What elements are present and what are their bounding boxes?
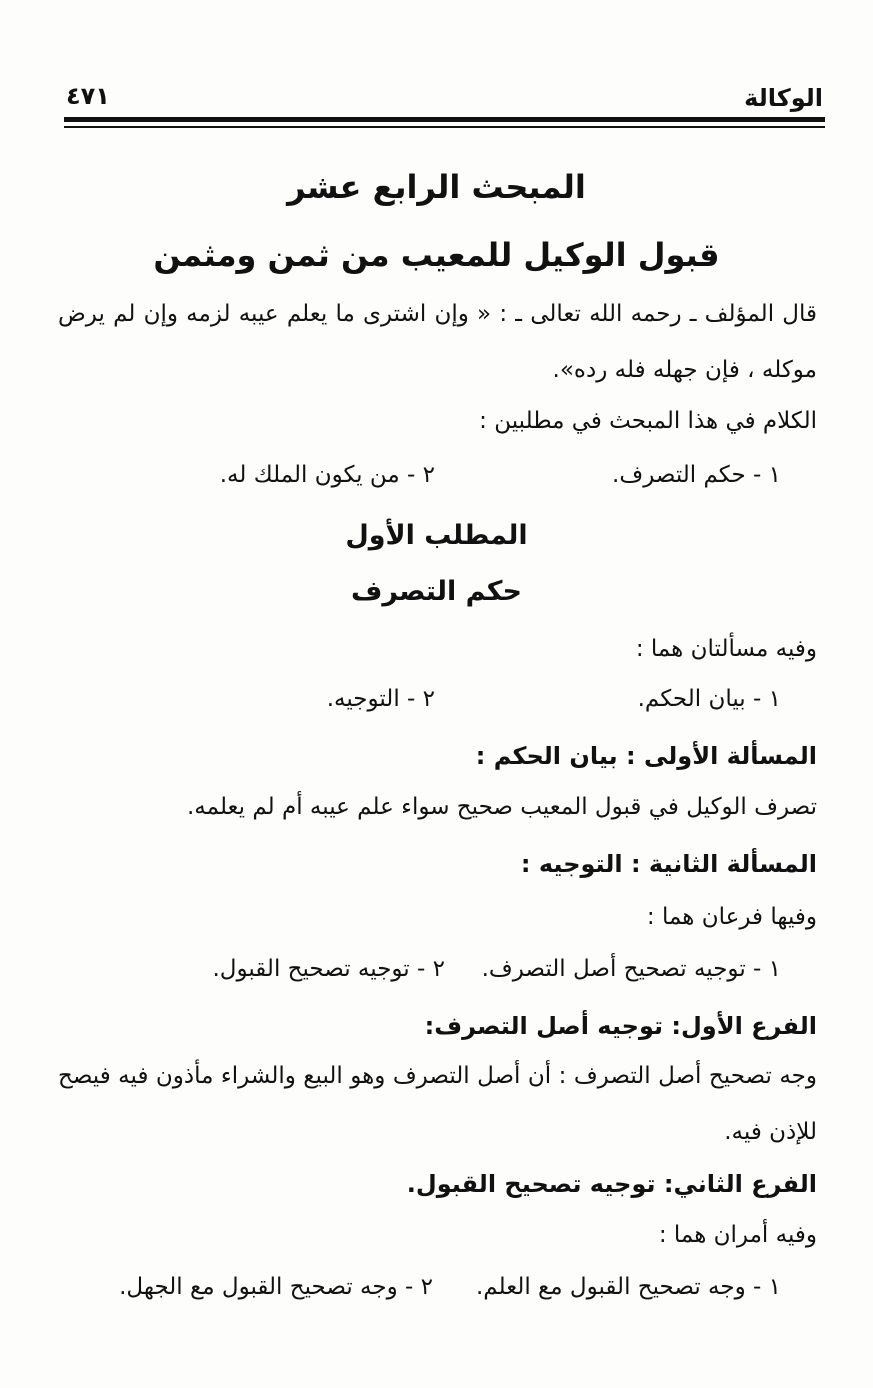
section-subtitle: قبول الوكيل للمعيب من ثمن ومثمن bbox=[153, 236, 720, 274]
issue-one-text: تصرف الوكيل في قبول المعيب صحيح سواء علم عيبه أم لم يعلمه. bbox=[187, 794, 817, 820]
page-number: ٤٧١ bbox=[66, 82, 110, 110]
branch-one-heading: الفرع الأول: توجيه أصل التصرف: bbox=[424, 1012, 817, 1040]
list-item: ١ - بيان الحكم. bbox=[637, 686, 781, 712]
section-title: المبحث الرابع عشر bbox=[287, 168, 586, 206]
list-item: ٢ - التوجيه. bbox=[326, 686, 435, 712]
list-item: ٢ - من يكون الملك له. bbox=[219, 462, 435, 488]
issue-two-intro: وفيها فرعان هما : bbox=[646, 904, 817, 930]
list-item: ١ - وجه تصحيح القبول مع العلم. bbox=[475, 1274, 781, 1300]
branch-one-text: وجه تصحيح أصل التصرف : أن أصل التصرف وهو البيع والشراء مأذون فيه فيصح للإذن فيه. bbox=[58, 1063, 817, 1145]
header-rule-thick bbox=[64, 117, 825, 122]
list-item: ٢ - وجه تصحيح القبول مع الجهل. bbox=[119, 1274, 433, 1300]
part-subtitle: حكم التصرف bbox=[351, 576, 522, 607]
discussion-line: الكلام في هذا المبحث في مطلبين : bbox=[479, 408, 817, 434]
issue-two-heading: المسألة الثانية : التوجيه : bbox=[520, 850, 817, 878]
branch-two-intro: وفيه أمران هما : bbox=[658, 1222, 817, 1248]
header-rule-thin bbox=[64, 126, 825, 128]
intro-quote-paragraph: قال المؤلف ـ رحمه الله تعالى ـ : « وإن اشترى ما يعلم عيبه لزمه وإن لم يرض موكله ، فإن جهله فله رده». bbox=[58, 301, 817, 383]
running-header-title: الوكالة bbox=[744, 84, 823, 112]
list-item: ١ - توجيه تصحيح أصل التصرف. bbox=[481, 956, 781, 982]
branch-two-heading: الفرع الثاني: توجيه تصحيح القبول. bbox=[406, 1170, 817, 1198]
part-intro-line: وفيه مسألتان هما : bbox=[635, 636, 817, 662]
list-item: ٢ - توجيه تصحيح القبول. bbox=[212, 956, 445, 982]
issue-one-heading: المسألة الأولى : بيان الحكم : bbox=[475, 742, 817, 770]
list-item: ١ - حكم التصرف. bbox=[612, 462, 781, 488]
part-title: المطلب الأول bbox=[345, 520, 528, 551]
